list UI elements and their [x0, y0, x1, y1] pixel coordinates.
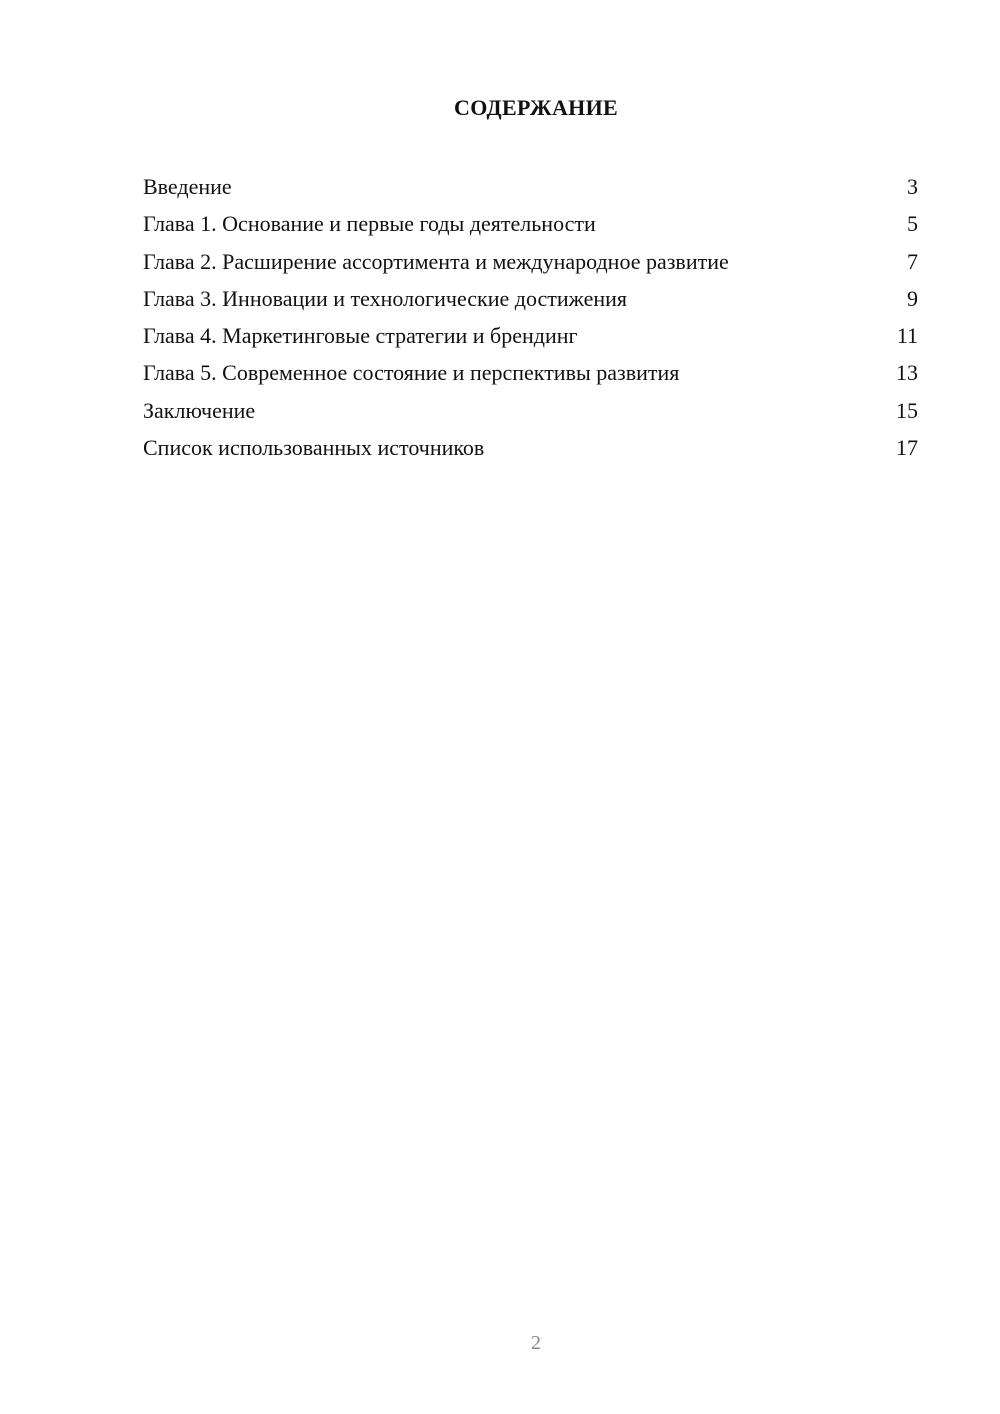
- toc-entry-label: Глава 4. Маркетинговые стратегии и брендинг: [143, 323, 578, 349]
- toc-entry-chapter-5: [143, 354, 918, 391]
- toc-title: СОДЕРЖАНИЕ: [454, 95, 618, 120]
- page-number: 2: [531, 1332, 541, 1354]
- toc-entry-label: Введение: [143, 174, 232, 199]
- toc-entry-label: Глава 3. Инновации и технологические достижения: [143, 285, 628, 311]
- toc-entry-page: 11: [896, 323, 918, 349]
- toc-list: [143, 168, 918, 466]
- toc-entry-page: 7: [907, 248, 918, 274]
- toc-entry-page: 15: [896, 397, 918, 423]
- toc-entry-introduction: [143, 168, 918, 205]
- toc-entry-label: Список использованных источников: [143, 435, 485, 461]
- toc-entry-page: 13: [896, 360, 918, 386]
- toc-entry-chapter-1: [143, 205, 918, 242]
- toc-entry-conclusion: [143, 392, 918, 429]
- toc-entry-label: Глава 2. Расширение ассортимента и международное развитие: [143, 248, 729, 274]
- toc-entry-page: 9: [907, 285, 918, 311]
- toc-entry-references: [143, 429, 918, 466]
- toc-entry-label: Заключение: [143, 397, 256, 423]
- toc-entry-page: 5: [907, 211, 918, 237]
- toc-entry-chapter-4: [143, 317, 918, 354]
- toc-entry-chapter-3: [143, 280, 918, 317]
- toc-entry-chapter-2: [143, 243, 918, 280]
- toc-entry-page: 17: [896, 435, 918, 461]
- toc-entry-page: 3: [907, 174, 918, 199]
- toc-entry-label: Глава 1. Основание и первые годы деятельности: [143, 211, 596, 237]
- toc-entry-label: Глава 5. Современное состояние и перспективы развития: [143, 360, 680, 386]
